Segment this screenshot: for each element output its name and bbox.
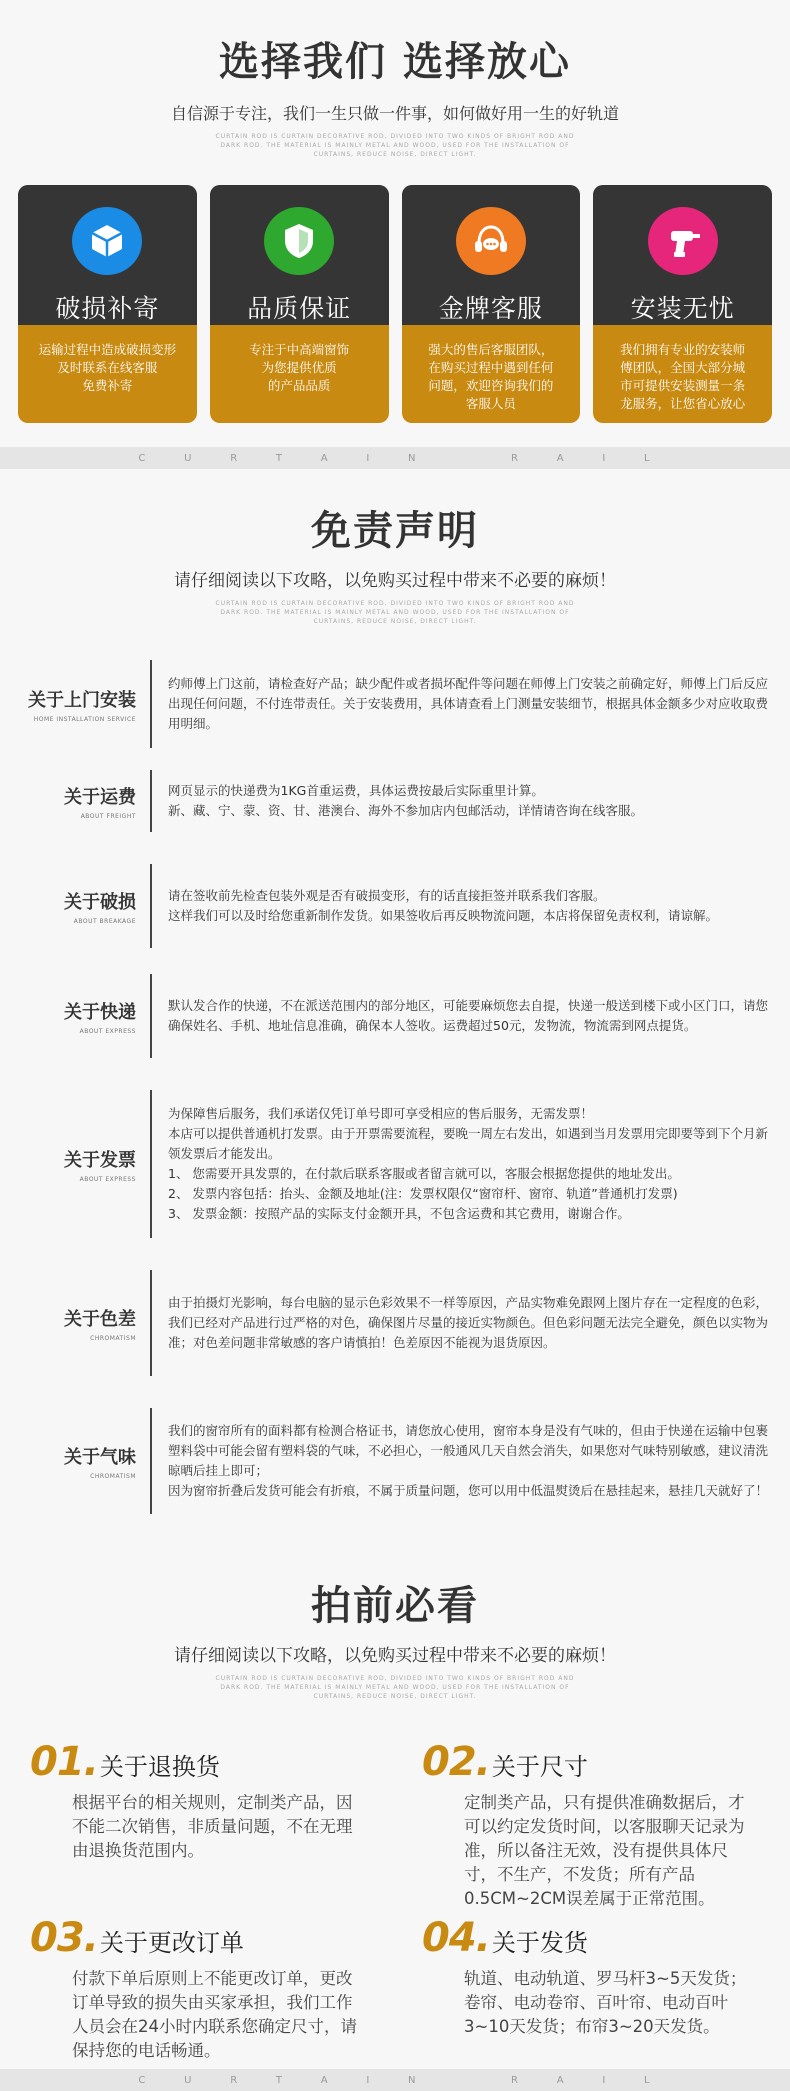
item-title: 关于气味 <box>64 1446 136 1468</box>
strip-letter: C <box>138 2074 148 2086</box>
card-desc: 运输过程中造成破损变形 及时联系在线客服 免费补寄 <box>38 342 177 393</box>
strip-letter: A <box>556 452 566 464</box>
disclaimer-item <box>0 660 790 748</box>
disclaimer-title: 免责声明 <box>311 508 479 554</box>
strip-letter: L <box>644 452 652 464</box>
tip-title: 关于尺寸 <box>491 1753 588 1781</box>
tips-title: 拍前必看 <box>311 1583 479 1629</box>
disclaimer-section <box>0 499 790 1514</box>
tips-section <box>0 1574 790 2075</box>
card-title: 破损补寄 <box>55 294 160 323</box>
item-title: 关于色差 <box>64 1308 136 1330</box>
item-en: HOME INSTALLATION SERVICE <box>33 715 136 723</box>
tip-number: 02. <box>422 1739 490 1785</box>
item-title: 关于发票 <box>64 1149 136 1171</box>
tip-number: 03. <box>30 1915 98 1961</box>
strip-letter: A <box>320 2074 330 2086</box>
tip-number: 04. <box>422 1915 490 1961</box>
strip-letter: A <box>320 452 330 464</box>
item-en: ABOUT EXPRESS <box>79 1175 136 1183</box>
card-title: 安装无忧 <box>630 294 735 323</box>
strip-letter: L <box>644 2074 652 2086</box>
item-title: 关于快递 <box>64 1001 136 1023</box>
shield-icon <box>264 207 334 275</box>
card-title: 金牌客服 <box>438 294 543 323</box>
card-desc: 专注于中高端窗饰 为您提供优质 的产品品质 <box>249 342 350 393</box>
item-text: 约师傅上门这前，请检查好产品；缺少配件或者损坏配件等问题在师傅上门安装之前确定好，师傅上门后反应出现任何问题，不付连带责任。关于安装费用，具体请查看上门测量安装细节，根据具体金额多少对应收取费用明细。 <box>168 676 769 731</box>
tips-grid <box>0 1739 790 2075</box>
header-section <box>0 0 790 159</box>
header-title: 选择我们 选择放心 <box>219 39 571 85</box>
disclaimer-item <box>0 770 790 832</box>
item-text: 我们的窗帘所有的面料都有检测合格证书，请您放心使用，窗帘本身是没有气味的，但由于快递在运输中包裹塑料袋中可能会留有塑料袋的气味，不必担心，一般通风几天自然会消失，如果您对气味特别敏感，建议清洗晾晒后挂上即可； 因为窗帘折叠后发货可能会有折痕，不属于质量问题，您可以用中低温熨烫后在悬挂起来，悬挂几天就好了！ <box>168 1423 769 1498</box>
curtain-rail-strip-bottom <box>0 2069 790 2091</box>
strip-letter: R <box>230 452 240 464</box>
item-title: 关于运费 <box>64 786 136 808</box>
strip-letter: R <box>230 2074 240 2086</box>
item-en: ABOUT BREAKAGE <box>73 917 136 925</box>
disclaimer-item <box>0 1408 790 1514</box>
card-quality <box>210 185 389 423</box>
disclaimer-item <box>0 974 790 1058</box>
strip-letter: N <box>408 452 418 464</box>
header-en-text: CURTAIN ROD IS CURTAIN DECORATIVE ROD, DIVIDED INTO TWO KINDS OF BRIGHT ROD AND DARK ROD. THE MATERIAL IS MAINLY METAL AND WOOD, USED FOR THE INSTALLATION OF CURTAINS, REDUCE NOISE, DIRECT LIGHT. <box>215 133 575 158</box>
card-install <box>593 185 772 423</box>
strip-letter: I <box>366 452 372 464</box>
item-text: 默认发合作的快递，不在派送范围内的部分地区，可能要麻烦您去自提，快递一般送到楼下或小区门口，请您确保姓名、手机、地址信息准确，确保本人签收。运费超过50元，发物流，物流需到网点提货。 <box>168 998 769 1033</box>
item-en: ABOUT EXPRESS <box>79 1027 136 1035</box>
strip-letter: R <box>511 452 520 464</box>
strip-letter: I <box>602 452 608 464</box>
strip-letter: A <box>556 2074 566 2086</box>
strip-letter: U <box>184 452 194 464</box>
card-desc: 我们拥有专业的安装师 傅团队，全国大部分城 市可提供安装测量一条 龙服务，让您省心放心 <box>620 342 746 411</box>
tip-text: 付款下单后原则上不能更改订单，更改订单导致的损失由买家承担，我们工作人员会在24小时内联系您确定尺寸，请保持您的电话畅通。 <box>72 1969 357 2060</box>
item-text: 网页显示的快递费为1KG首重运费，具体运费按最后实际重里计算。 新、藏、宁、蒙、资、甘、港澳台、海外不参加店内包邮活动，详情请咨询在线客服。 <box>168 783 644 818</box>
tip-text: 轨道、电动轨道、罗马杆3~5天发货；卷帘、电动卷帘、百叶帘、电动百叶3~10天发货；布帘3~20天发货。 <box>464 1969 747 2036</box>
item-en: ABOUT FREIGHT <box>80 812 136 820</box>
item-text: 为保障售后服务，我们承诺仅凭订单号即可享受相应的售后服务，无需发票！ 本店可以提供普通机打发票。由于开票需要流程，要晚一周左右发出，如遇到当月发票用完即要等到下个月新领发票后才能发出。 1、 您需要开具发票的，在付款后联系客服或者留言就可以，客服会根据您提供的地址发出。 2、 发票内容包括：抬头、金额及地址(注：发票权限仅“窗帘杆、窗帘、轨道”普通机打发票) 3、 发票金额：按照产品的实际支付金额开具，不包含运费和其它费用，谢谢合作。 <box>168 1106 769 1221</box>
strip-letter: I <box>366 2074 372 2086</box>
strip-letter: T <box>275 2074 284 2086</box>
item-title: 关于破损 <box>64 891 136 913</box>
tip-number: 01. <box>30 1739 98 1785</box>
disclaimer-item <box>0 1270 790 1376</box>
tip-item <box>0 1915 392 2075</box>
cube-icon <box>72 207 142 275</box>
card-service <box>402 185 581 423</box>
feature-cards <box>0 185 790 423</box>
card-desc: 强大的售后客服团队， 在购买过程中遇到任何 问题，欢迎咨询我们的 客服人员 <box>428 342 554 411</box>
disclaimer-item <box>0 864 790 948</box>
card-title: 品质保证 <box>247 294 352 323</box>
strip-letter: R <box>511 2074 520 2086</box>
item-title: 关于上门安装 <box>28 689 136 711</box>
item-text: 由于拍摄灯光影响，每台电脑的显示色彩效果不一样等原因，产品实物难免跟网上图片存在一定程度的色彩，我们已经对产品进行过严格的对色，确保图片尽量的接近实物颜色。但色彩问题无法完全避免，颜色以实物为准；对色差问题非常敏感的客户请慎拍！色差原因不能视为退货原因。 <box>168 1295 769 1350</box>
strip-letter: N <box>408 2074 418 2086</box>
disclaimer-subtitle: 请仔细阅读以下攻略，以免购买过程中带来不必要的麻烦！ <box>174 571 616 591</box>
tip-text: 根据平台的相关规则，定制类产品，因不能二次销售，非质量问题，不在无理由退换货范围内。 <box>72 1793 353 1860</box>
strip-letter: I <box>602 2074 608 2086</box>
tip-title: 关于发货 <box>491 1929 588 1957</box>
tips-subtitle: 请仔细阅读以下攻略，以免购买过程中带来不必要的麻烦！ <box>174 1646 616 1666</box>
curtain-rail-strip <box>0 447 790 469</box>
header-subtitle: 自信源于专注，我们一生只做一件事，如何做好用一生的好轨道 <box>170 104 619 123</box>
tip-item <box>392 1915 784 2075</box>
headset-icon <box>456 207 526 275</box>
tip-text: 定制类产品，只有提供准确数据后，才可以约定发货时间，以客服聊天记录为准，所以备注无效，没有提供具体尺寸，不生产，不发货；所有产品0.5CM~2CM误差属于正常范围。 <box>464 1793 745 1908</box>
disclaimer-en-text: CURTAIN ROD IS CURTAIN DECORATIVE ROD, DIVIDED INTO TWO KINDS OF BRIGHT ROD AND DARK ROD. THE MATERIAL IS MAINLY METAL AND WOOD, USED FOR THE INSTALLATION OF CURTAINS, REDUCE NOISE, DIRECT LIGHT. <box>215 600 575 625</box>
tips-en-text: CURTAIN ROD IS CURTAIN DECORATIVE ROD, DIVIDED INTO TWO KINDS OF BRIGHT ROD AND DARK ROD. THE MATERIAL IS MAINLY METAL AND WOOD, USED FOR THE INSTALLATION OF CURTAINS, REDUCE NOISE, DIRECT LIGHT. <box>215 1675 575 1700</box>
tip-item <box>0 1739 392 1915</box>
tip-title: 关于退换货 <box>99 1753 220 1781</box>
disclaimer-item <box>0 1090 790 1238</box>
item-en: CHROMATISM <box>90 1472 136 1480</box>
strip-letter: C <box>138 452 148 464</box>
item-en: CHROMATISM <box>90 1334 136 1342</box>
tip-title: 关于更改订单 <box>99 1929 244 1957</box>
strip-letter: T <box>275 452 284 464</box>
card-damage <box>18 185 197 423</box>
disclaimer-list <box>0 660 790 1514</box>
tip-item <box>392 1739 784 1915</box>
item-text: 请在签收前先检查包装外观是否有破损变形，有的话直接拒签并联系我们客服。 这样我们可以及时给您重新制作发货。如果签收后再反映物流问题，本店将保留免责权利，请谅解。 <box>168 888 719 923</box>
strip-letter: U <box>184 2074 194 2086</box>
drill-icon <box>648 207 718 275</box>
